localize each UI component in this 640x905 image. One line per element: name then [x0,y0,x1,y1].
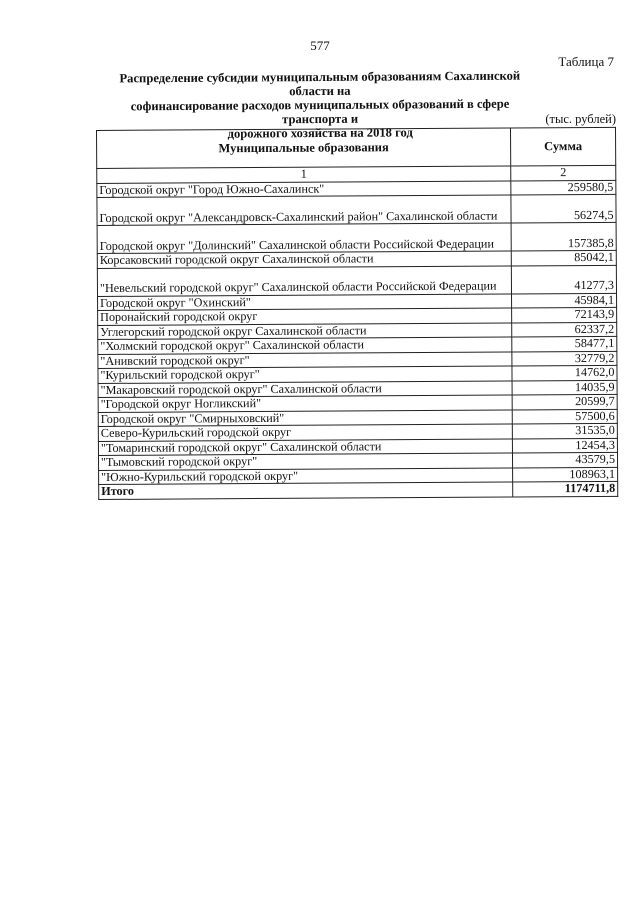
municipality-name: "Курильский городской округ" [98,366,512,383]
table-row [97,194,616,225]
municipality-name: Городской округ "Александровск-Сахалинский район" Сахалинской области [97,195,511,226]
subsidy-amount: 14762,0 [512,365,617,380]
municipality-name: "Томаринский городской округ" Сахалинской области [98,438,512,455]
municipality-name: "Холмский городской округ" Сахалинской области [98,337,512,354]
column-number: 1 [97,166,511,183]
municipality-name: Корсаковский городской округ Сахалинской области [97,251,511,268]
subsidy-amount: 259580,5 [511,180,616,195]
subsidy-amount: 108963,1 [513,467,618,482]
municipality-name: "Южно-Курильский городской округ" [99,467,513,484]
title-line: софинансирование расходов муниципальных образований в сфере транспорта и [130,96,510,127]
units-label: (тыс. рублей) [545,112,616,126]
column-header-sum: Сумма [510,127,615,166]
municipality-name: "Макаровский городской округ" Сахалинской области [98,380,512,397]
column-header-municipality: Муниципальные образования [97,128,511,169]
total-amount: 1174711,8 [513,481,618,496]
table-row [97,222,616,253]
page-number: 577 [310,38,330,53]
municipality-name: Городской округ "Город Южно-Сахалинск" [97,180,511,197]
column-number: 2 [511,165,616,180]
municipality-name: Городской округ "Охинский" [98,293,512,310]
table-row [97,265,616,296]
municipality-name: "Тымовский городской округ" [98,453,512,470]
total-label: Итого [99,482,513,499]
table-label: Таблица 7 [558,54,614,69]
municipality-name: Городской округ "Долинский" Сахалинской области Российской Федерации [97,223,511,254]
subsidy-table [96,127,618,500]
subsidy-amount: 57500,6 [512,409,617,424]
title-line: Распределение субсидии муниципальным образованиям Сахалинской области на [119,68,521,99]
table-header-row [97,127,616,168]
subsidy-amount: 43579,5 [512,452,617,467]
subsidy-amount: 72143,9 [512,307,617,322]
municipality-name: Северо-Курильский городской округ [98,424,512,441]
subsidy-amount: 32779,2 [512,351,617,366]
subsidy-amount: 85042,1 [511,250,616,265]
subsidy-amount: 62337,2 [512,322,617,337]
subsidy-amount: 56274,5 [511,194,616,223]
municipality-name: "Невельский городской округ" Сахалинской области Российской Федерации [97,265,511,296]
municipality-name: "Анивский городской округ" [98,351,512,368]
municipality-name: "Городской округ Ногликский" [98,395,512,412]
municipality-name: Поронайский городской округ [98,308,512,325]
subsidy-amount: 41277,3 [511,265,616,294]
municipality-name: Городской округ "Смирныховский" [98,409,512,426]
subsidy-amount: 58477,1 [512,336,617,351]
title-line: дорожного хозяйства на 2018 год [227,125,413,141]
subsidy-amount: 31535,0 [512,423,617,438]
subsidy-amount: 45984,1 [512,293,617,308]
total-row [99,481,618,499]
municipality-name: Углегорский городской округ Сахалинской области [98,322,512,339]
subsidy-amount: 14035,9 [512,380,617,395]
subsidy-amount: 20599,7 [512,394,617,409]
subsidy-amount: 157385,8 [511,222,616,251]
subsidy-amount: 12454,3 [512,438,617,453]
